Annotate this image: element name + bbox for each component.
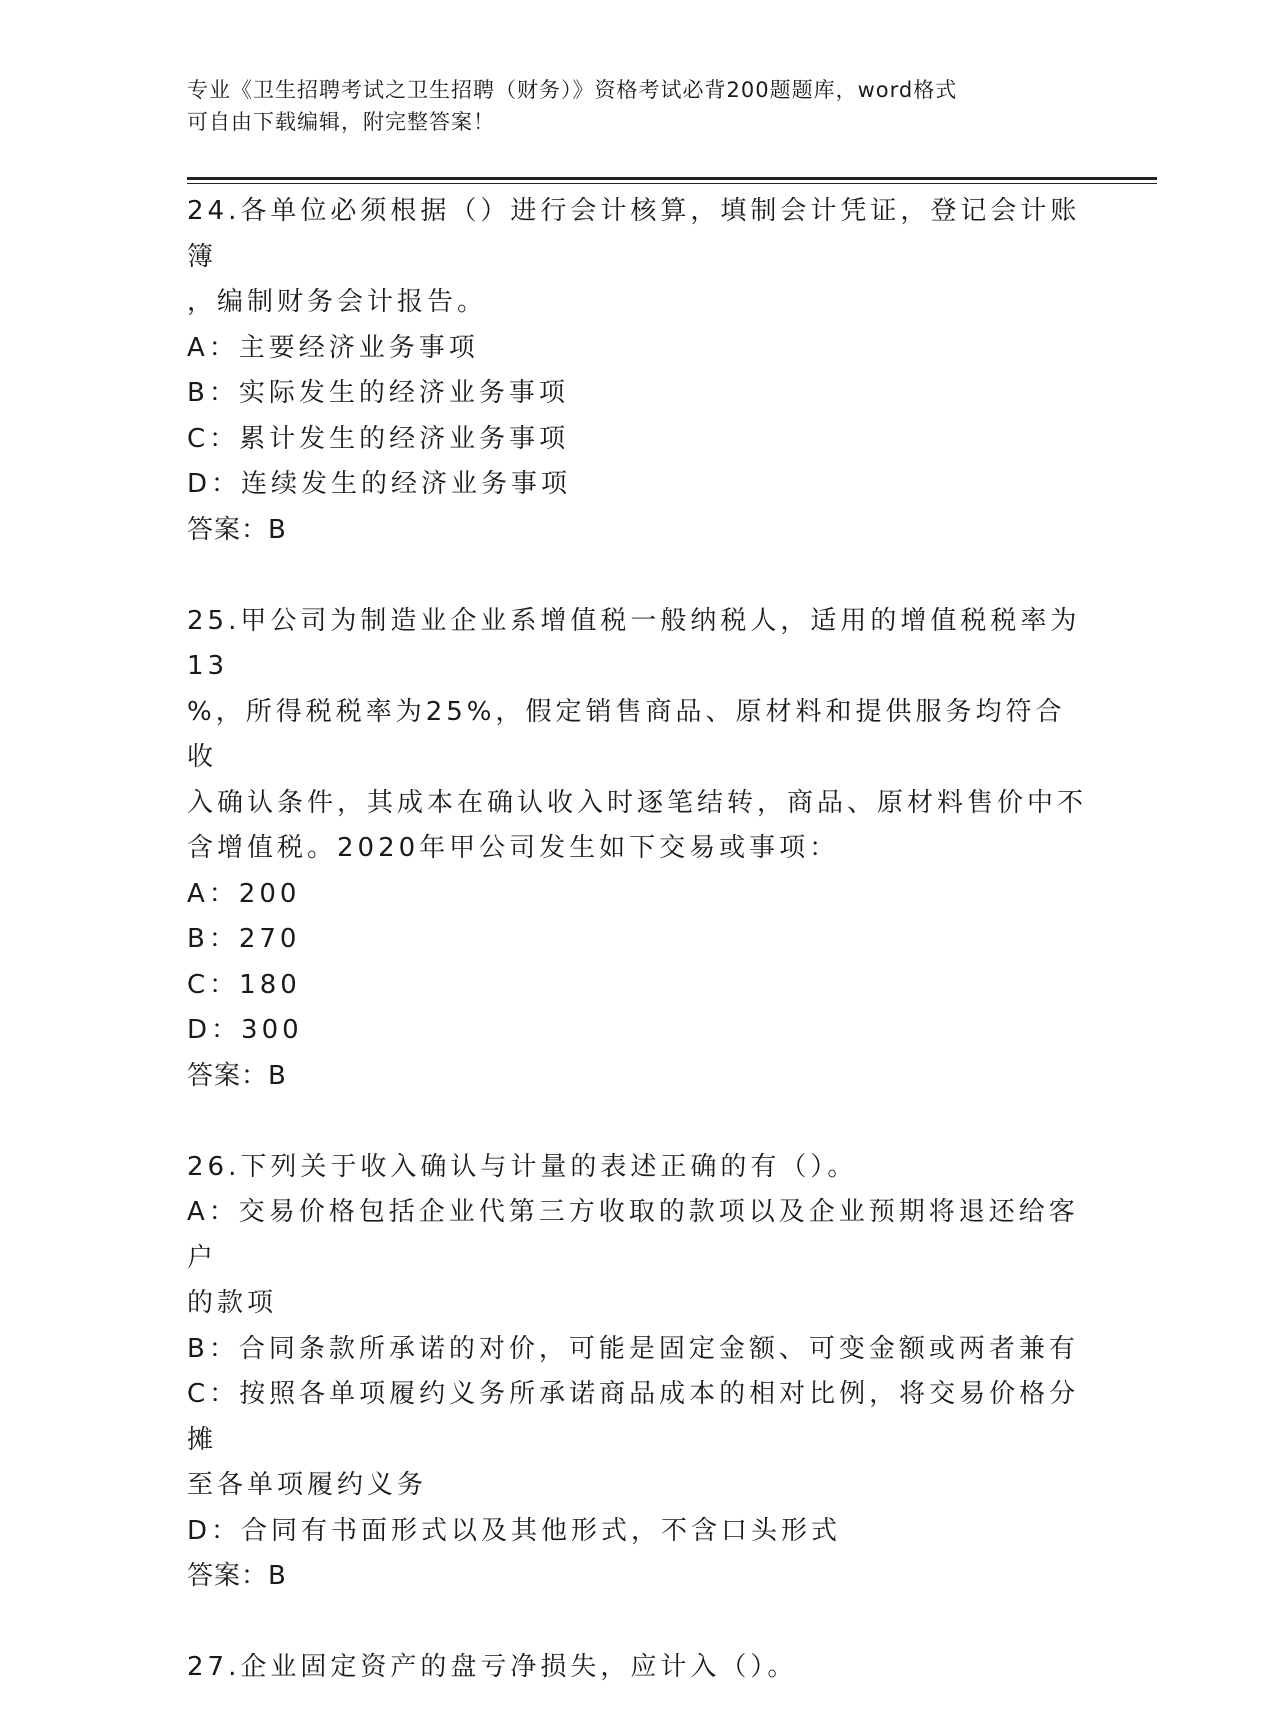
header-divider-thin (187, 183, 1157, 184)
answer: 答案：B (187, 1060, 287, 1091)
option-b: B：合同条款所承诺的对价，可能是固定金额、可变金额或两者兼有 (187, 1333, 1079, 1364)
option-c: C：按照各单项履约义务所承诺商品成本的相对比例，将交易价格分摊 至各单项履约义务 (187, 1379, 1080, 1500)
question-stem-line: %，所得税税率为25%，假定销售商品、原材料和提供服务均符合收 (187, 696, 1066, 772)
option-a: A：主要经济业务事项 (187, 332, 479, 363)
option-b: B：270 (187, 924, 301, 954)
question-stem-line: 27.企业固定资产的盘亏净损失，应计入（）。 (187, 1652, 798, 1682)
question-stem-line: 入确认条件，其成本在确认收入时逐笔结转，商品、原材料售价中不 (187, 787, 1088, 818)
question-list (187, 189, 1087, 1736)
option-c: C：累计发生的经济业务事项 (187, 423, 570, 454)
answer: 答案：B (187, 514, 287, 545)
option-c: C：180 (187, 969, 301, 1000)
option-d: D：300 (187, 1015, 303, 1045)
question-stem-line: 26.下列关于收入确认与计量的表述正确的有（）。 (187, 1151, 858, 1182)
option-d: D：合同有书面形式以及其他形式，不含口头形式 (187, 1515, 842, 1546)
question-26 (187, 1145, 1087, 1600)
question-stem-line: 24.各单位必须根据（）进行会计核算，填制会计凭证，登记会计账簿 (187, 196, 1081, 272)
answer: 答案：B (187, 1561, 287, 1591)
question-stem-line: ，编制财务会计报告。 (187, 287, 488, 317)
question-stem-line: 含增值税。2020年甲公司发生如下交易或事项： (187, 833, 840, 863)
document-header: 专业《卫生招聘考试之卫生招聘（财务）》资格考试必背200题题库，word格式 可自由下载编辑，附完整答案！ (187, 78, 958, 134)
option-a: A：200 (187, 878, 301, 909)
question-stem-line: 25.甲公司为制造业企业系增值税一般纳税人，适用的增值税税率为13 (187, 605, 1081, 681)
question-27 (187, 1645, 1087, 1691)
question-25 (187, 599, 1087, 1100)
header-divider-thick (187, 177, 1157, 180)
option-d: D：连续发生的经济业务事项 (187, 469, 572, 499)
option-a: A：交易价格包括企业代第三方收取的款项以及企业预期将退还给客户 的款项 (187, 1197, 1079, 1318)
option-b: B：实际发生的经济业务事项 (187, 378, 569, 408)
question-24 (187, 189, 1087, 553)
